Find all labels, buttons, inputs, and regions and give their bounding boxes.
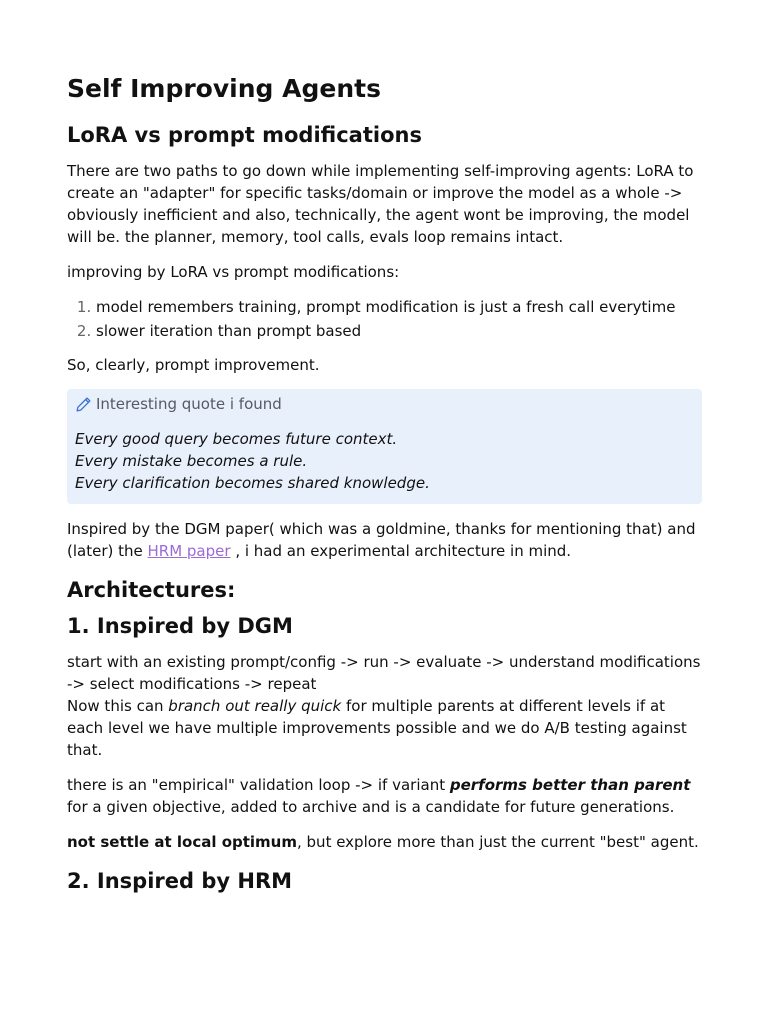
- dgm-loop-text: start with an existing prompt/config -> run -> evaluate -> understand modifications -> select modifications -> repeat: [67, 653, 701, 693]
- callout-header: [75, 393, 694, 415]
- validation-text-end: for a given objective, added to archive and is a candidate for future generations.: [67, 798, 675, 816]
- inspiration-text-end: , i had an experimental architecture in mind.: [230, 542, 572, 560]
- paragraph-dgm-loop: [67, 651, 702, 761]
- section-heading-lora: LoRA vs prompt modifications: [67, 123, 422, 147]
- quote-callout: [67, 389, 702, 504]
- paragraph-inspiration: [67, 518, 702, 562]
- callout-title: Interesting quote i found: [96, 395, 282, 413]
- callout-quote: [75, 428, 694, 494]
- paragraph-conclusion: So, clearly, prompt improvement.: [67, 356, 320, 374]
- dgm-heading: 1. Inspired by DGM: [67, 614, 293, 638]
- dgm-branch-emphasis: branch out really quick: [168, 697, 342, 715]
- quote-line: Every good query becomes future context.: [75, 430, 398, 448]
- list-item: 1. model remembers training, prompt modification is just a fresh call everytime: [96, 296, 702, 318]
- hrm-paper-link[interactable]: HRM paper: [147, 542, 231, 560]
- paragraph-comparison-lead: improving by LoRA vs prompt modifications:: [67, 263, 400, 281]
- pencil-icon: [75, 396, 92, 413]
- explore-text: , but explore more than just the current "best" agent.: [297, 833, 699, 851]
- validation-text: there is an "empirical" validation loop -> if variant: [67, 776, 450, 794]
- explore-emphasis: not settle at local optimum: [67, 833, 297, 851]
- dgm-branch-text-end: for multiple parents at different levels if at each level we have multiple improvements possible and we do A/B testing against that.: [67, 697, 687, 759]
- paragraph-dgm-explore: [67, 831, 702, 853]
- inspiration-text: Inspired by the DGM paper( which was a goldmine, thanks for mentioning that) and (later) the: [67, 520, 696, 560]
- list-item: 2. slower iteration than prompt based: [96, 320, 702, 342]
- page-title: Self Improving Agents: [67, 74, 381, 103]
- paragraph-dgm-validation: [67, 774, 702, 818]
- quote-line: Every mistake becomes a rule.: [75, 452, 308, 470]
- comparison-list: [67, 296, 702, 342]
- dgm-branch-text: Now this can: [67, 697, 169, 715]
- paragraph-intro: There are two paths to go down while implementing self-improving agents: LoRA to create an "adapter" for specific tasks/domain or improve the model as a whole -> obviously inefficient and also, technically, the agent wont be improving, the model will be. the planner, memory, tool calls, evals loop remains intact.: [67, 162, 694, 246]
- quote-line: Every clarification becomes shared knowledge.: [75, 474, 430, 492]
- architectures-heading: Architectures:: [67, 578, 236, 602]
- validation-emphasis: performs better than parent: [449, 776, 691, 794]
- hrm-heading: 2. Inspired by HRM: [67, 869, 293, 893]
